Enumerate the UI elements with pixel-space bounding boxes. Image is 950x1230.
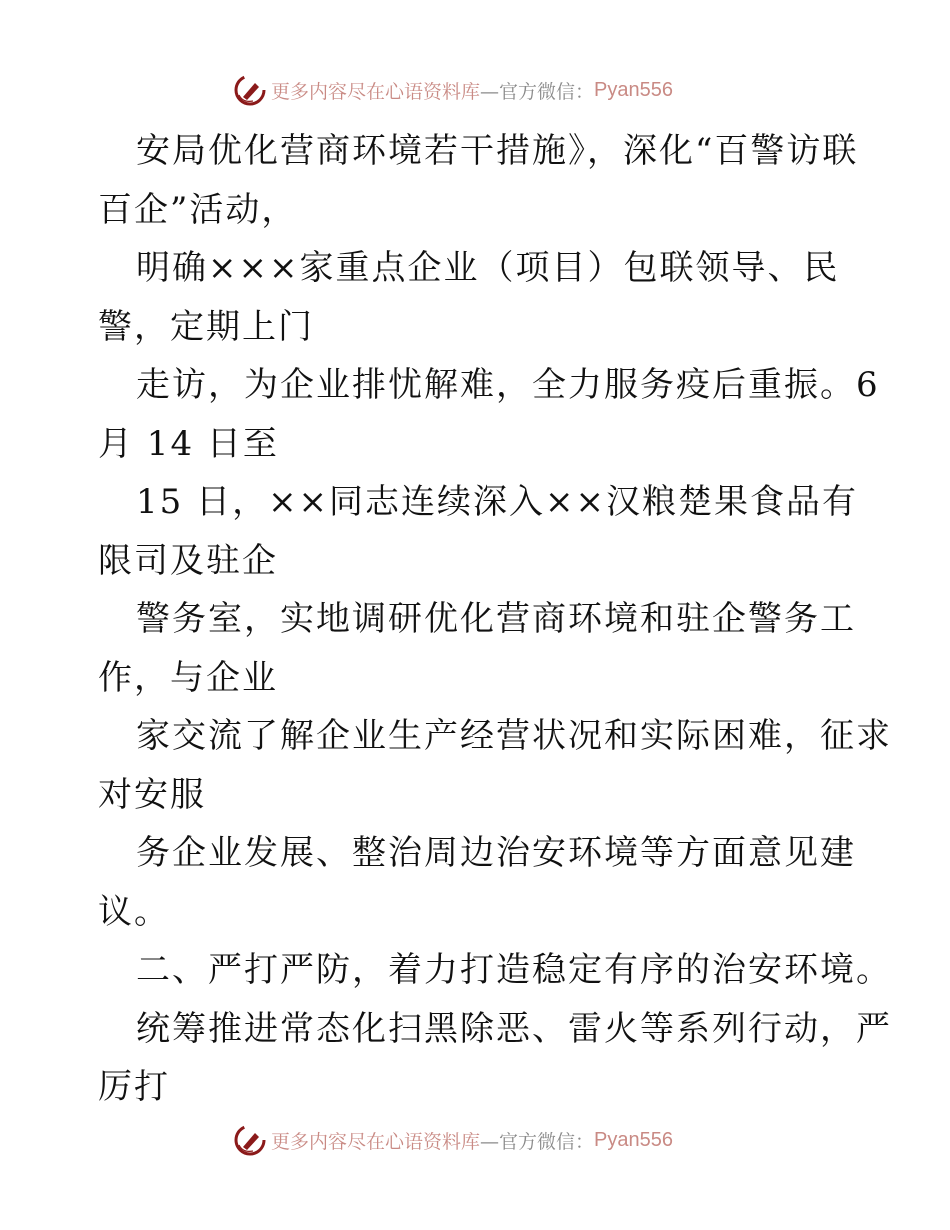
- footer-banner: [233, 1122, 673, 1158]
- wechat-id: Pyan556: [594, 78, 673, 101]
- text-line: 警务室，实地调研优化营商环境和驻企警务工: [136, 599, 856, 639]
- text-line: 月 14 日至: [98, 423, 279, 464]
- text-line: 走访，为企业排忧解难，全力服务疫后重振。6: [136, 365, 880, 405]
- wechat-id: Pyan556: [594, 1128, 673, 1151]
- text-line: 厉打: [98, 1067, 170, 1107]
- text-line: 统筹推进常态化扫黑除恶、雷火等系列行动，严: [136, 1008, 892, 1049]
- text-line: 限司及驻企: [98, 540, 278, 581]
- promo-text: 更多内容尽在心语资料库: [271, 1130, 481, 1153]
- header-banner: [233, 72, 673, 108]
- text-line: 明确×××家重点企业（项目）包联领导、民: [136, 248, 840, 288]
- text-line: 安局优化营商环境若干措施》，深化“百警访联: [136, 131, 859, 171]
- document-body: [98, 122, 892, 1117]
- text-line: 议。: [98, 891, 170, 932]
- text-line: 务企业发展、整治周边治安环境等方面意见建: [136, 833, 856, 873]
- text-line: 家交流了解企业生产经营状况和实际困难，征求: [136, 716, 892, 756]
- promo-text: 更多内容尽在心语资料库: [271, 80, 481, 103]
- pen-nib-logo-icon: [233, 1123, 267, 1157]
- wechat-label: —官方微信：: [480, 1130, 595, 1153]
- text-line: 作，与企业: [98, 657, 278, 698]
- text-line: 15 日，××同志连续深入××汉粮楚果食品有: [136, 482, 859, 522]
- text-line: 百企”活动，: [98, 189, 298, 230]
- pen-nib-logo-icon: [233, 73, 267, 107]
- section-heading: 二、严打严防，着力打造稳定有序的治安环境。: [136, 950, 892, 990]
- wechat-label: —官方微信：: [480, 80, 595, 103]
- text-line: 对安服: [98, 774, 206, 815]
- text-line: 警，定期上门: [98, 306, 314, 347]
